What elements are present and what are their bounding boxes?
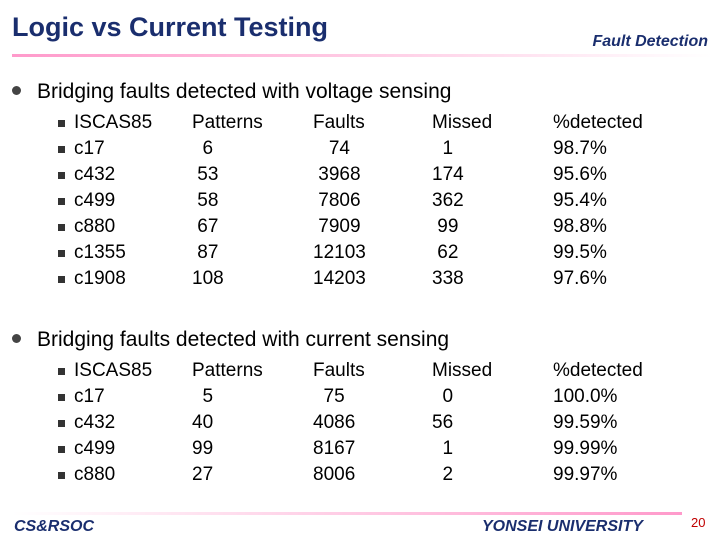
square-bullet-icon (58, 146, 65, 153)
table-row (0, 242, 720, 268)
current-table (0, 360, 720, 490)
table-cell: 99.5% (553, 242, 607, 263)
table-row (0, 438, 720, 464)
voltage-table (0, 112, 720, 294)
footer-lab-name: CS&RSOC (14, 518, 95, 535)
table-cell: 99 (192, 438, 214, 459)
section-heading-text: Bridging faults detected with voltage sensing (37, 80, 452, 103)
square-bullet-icon (58, 446, 65, 453)
table-cell: 108 (192, 268, 224, 289)
table-row (0, 112, 720, 138)
table-cell: 98.7% (553, 138, 607, 159)
table-cell: c17 (74, 138, 105, 159)
table-cell: Missed (432, 112, 493, 133)
table-row (0, 464, 720, 490)
table-row (0, 138, 720, 164)
table-cell: 62 (432, 242, 459, 263)
table-cell: %detected (553, 112, 643, 133)
table-row (0, 412, 720, 438)
square-bullet-icon (58, 394, 65, 401)
table-cell: 27 (192, 464, 214, 485)
table-cell: 4086 (313, 412, 356, 433)
table-cell: 7909 (313, 216, 361, 237)
table-cell: 174 (432, 164, 464, 185)
table-cell: 99.97% (553, 464, 618, 485)
table-cell: 98.8% (553, 216, 607, 237)
table-cell: Patterns (192, 112, 263, 133)
slide-subtitle: Fault Detection (592, 33, 708, 50)
table-row (0, 360, 720, 386)
table-cell: Faults (313, 360, 365, 381)
table-cell: ISCAS85 (74, 360, 153, 381)
table-cell: c499 (74, 438, 116, 459)
table-cell: 53 (192, 164, 219, 185)
square-bullet-icon (58, 172, 65, 179)
table-cell: 99.99% (553, 438, 618, 459)
table-cell: c432 (74, 412, 116, 433)
table-row (0, 164, 720, 190)
table-cell: 40 (192, 412, 214, 433)
table-row (0, 190, 720, 216)
table-cell: 74 (313, 138, 350, 159)
table-cell: 2 (432, 464, 454, 485)
section-heading (12, 80, 451, 104)
table-cell: 362 (432, 190, 464, 211)
table-row (0, 268, 720, 294)
table-cell: 8006 (313, 464, 356, 485)
table-cell: c880 (74, 216, 116, 237)
page-number: 20 (691, 515, 706, 530)
table-cell: 0 (432, 386, 454, 407)
square-bullet-icon (58, 250, 65, 257)
square-bullet-icon (58, 472, 65, 479)
square-bullet-icon (58, 420, 65, 427)
table-cell: 7806 (313, 190, 361, 211)
table-cell: 3968 (313, 164, 361, 185)
table-cell: 67 (192, 216, 219, 237)
table-cell: 56 (432, 412, 454, 433)
table-cell: c1908 (74, 268, 126, 289)
square-bullet-icon (58, 368, 65, 375)
table-cell: 99 (432, 216, 459, 237)
table-cell: 95.6% (553, 164, 607, 185)
table-cell: 14203 (313, 268, 366, 289)
table-cell: 1 (432, 438, 454, 459)
table-cell: 12103 (313, 242, 366, 263)
table-cell: c499 (74, 190, 116, 211)
section-heading (12, 328, 449, 352)
table-cell: 75 (313, 386, 345, 407)
table-cell: 95.4% (553, 190, 607, 211)
table-cell: 97.6% (553, 268, 607, 289)
square-bullet-icon (58, 120, 65, 127)
title-divider (12, 54, 712, 57)
table-cell: 8167 (313, 438, 356, 459)
table-cell: Faults (313, 112, 365, 133)
table-cell: Missed (432, 360, 493, 381)
table-cell: c17 (74, 386, 105, 407)
table-cell: ISCAS85 (74, 112, 153, 133)
section-heading-text: Bridging faults detected with current sensing (37, 328, 450, 351)
table-row (0, 386, 720, 412)
bullet-dot-icon (12, 86, 21, 95)
square-bullet-icon (58, 276, 65, 283)
square-bullet-icon (58, 198, 65, 205)
footer-university-name: YONSEI UNIVERSITY (482, 518, 643, 535)
table-cell: 100.0% (553, 386, 618, 407)
table-cell: 6 (192, 138, 214, 159)
table-cell: c1355 (74, 242, 126, 263)
table-cell: 1 (432, 138, 454, 159)
table-cell: Patterns (192, 360, 263, 381)
table-row (0, 216, 720, 242)
footer-divider (12, 512, 682, 515)
table-cell: 58 (192, 190, 219, 211)
slide-title: Logic vs Current Testing (12, 12, 329, 42)
table-cell: 87 (192, 242, 219, 263)
table-cell: 5 (192, 386, 214, 407)
square-bullet-icon (58, 224, 65, 231)
table-cell: %detected (553, 360, 643, 381)
table-cell: 338 (432, 268, 464, 289)
table-cell: c880 (74, 464, 116, 485)
table-cell: 99.59% (553, 412, 618, 433)
bullet-dot-icon (12, 334, 21, 343)
table-cell: c432 (74, 164, 116, 185)
